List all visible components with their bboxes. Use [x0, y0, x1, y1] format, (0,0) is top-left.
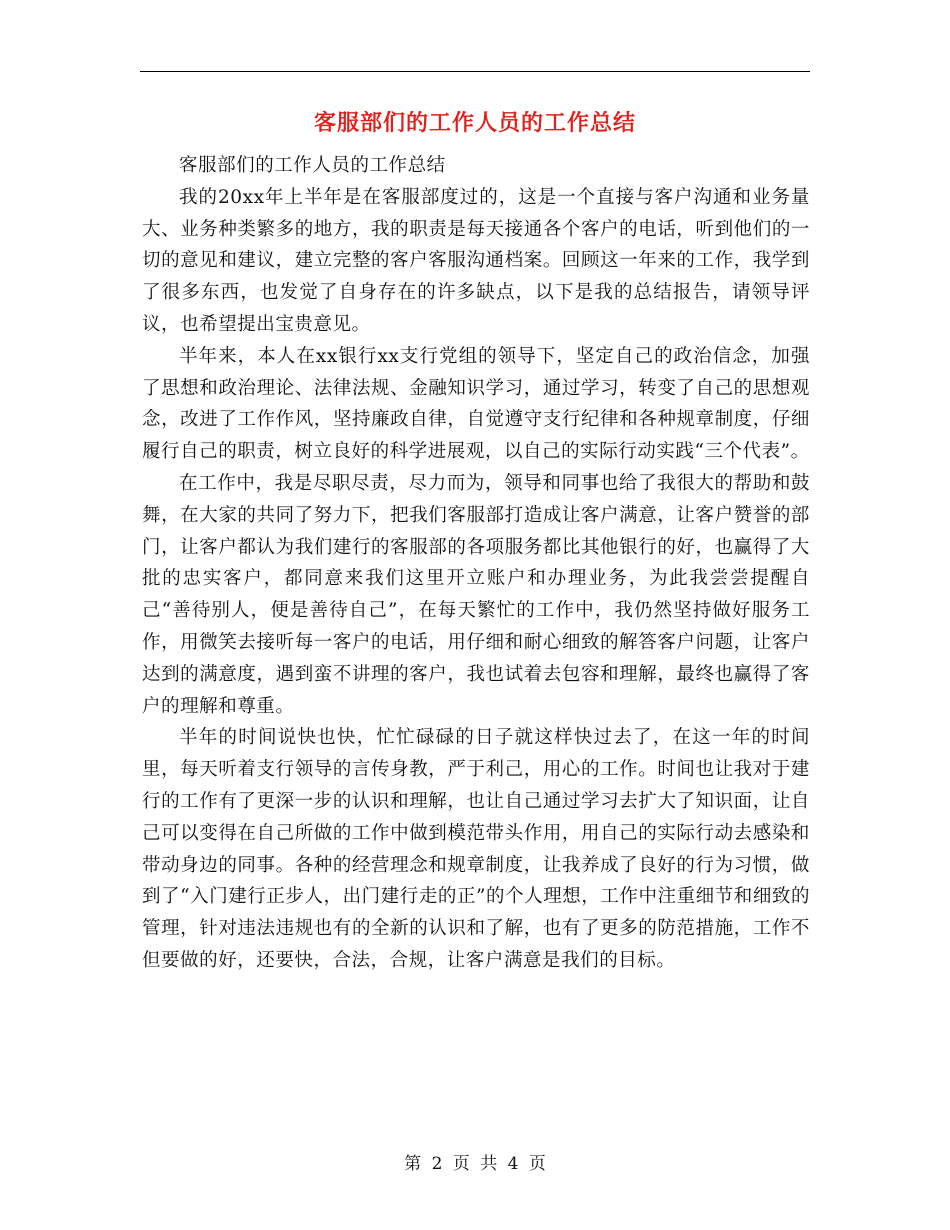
- paragraph-intro: 我的20xx年上半年是在客服部度过的，这是一个直接与客户沟通和业务量大、业务种类繁多的地方，我的职责是每天接通各个客户的电话，听到他们的一切的意见和建议，建立完整的客户客服沟通档案。回顾这一年来的工作，我学到了很多东西，也发觉了自身存在的许多缺点，以下是我的总结报告，请领导评议，也希望提出宝贵意见。: [142, 186, 810, 335]
- paragraph-reflection: 半年的时间说快也快，忙忙碌碌的日子就这样快过去了，在这一年的时间里，每天听着支行领导的言传身教，严于利己，用心的工作。时间也让我对于建行的工作有了更深一步的认识和理解，也让自己通过学习去扩大了知识面，让自己可以变得在自己所做的工作中做到模范带头作用，用自己的实际行动去感染和带动身边的同事。各种的经营理念和规章制度，让我养成了良好的行为习惯，做到了“入门建行正步人，出门建行走的正”的个人理想，工作中注重细节和细致的管理，针对违法违规也有的全新的认识和了解，也有了更多的防范措施，工作不但要做的好，还要快，合法，合规，让客户满意是我们的目标。: [142, 727, 810, 971]
- paragraph-political-study: 半年来，本人在xx银行xx支行党组的领导下，坚定自己的政治信念，加强了思想和政治理论、法律法规、金融知识学习，通过学习，转变了自己的思想观念，改进了工作作风，坚持廉政自律，自觉遵守支行纪律和各种规章制度，仔细履行自己的职责，树立良好的科学进展观，以自己的实际行动实践“三个代表”。: [142, 345, 810, 463]
- paragraph-subtitle: 客服部们的工作人员的工作总结: [179, 155, 446, 176]
- paragraph-work-performance: 在工作中，我是尽职尽责，尽力而为，领导和同事也给了我很大的帮助和鼓舞，在大家的共同了努力下，把我们客服部打造成让客户满意，让客户赞誉的部门，让客户都认为我们建行的客服部的各项服务都比其他银行的好，也赢得了大批的忠实客户，都同意来我们这里开立账户和办理业务，为此我尝尝提醒自己“善待别人，便是善待自己”，在每天繁忙的工作中，我仍然坚持做好服务工作，用微笑去接听每一客户的电话，用仔细和耐心细致的解答客户问题，让客户达到的满意度，遇到蛮不讲理的客户，我也试着去包容和理解，最终也赢得了客户的理解和尊重。: [142, 472, 810, 717]
- document-body: [142, 150, 810, 977]
- page-number-footer: 第 2 页 共 4 页: [404, 1154, 546, 1174]
- document-title: 客服部们的工作人员的工作总结: [313, 111, 636, 136]
- header-rule: [140, 71, 810, 72]
